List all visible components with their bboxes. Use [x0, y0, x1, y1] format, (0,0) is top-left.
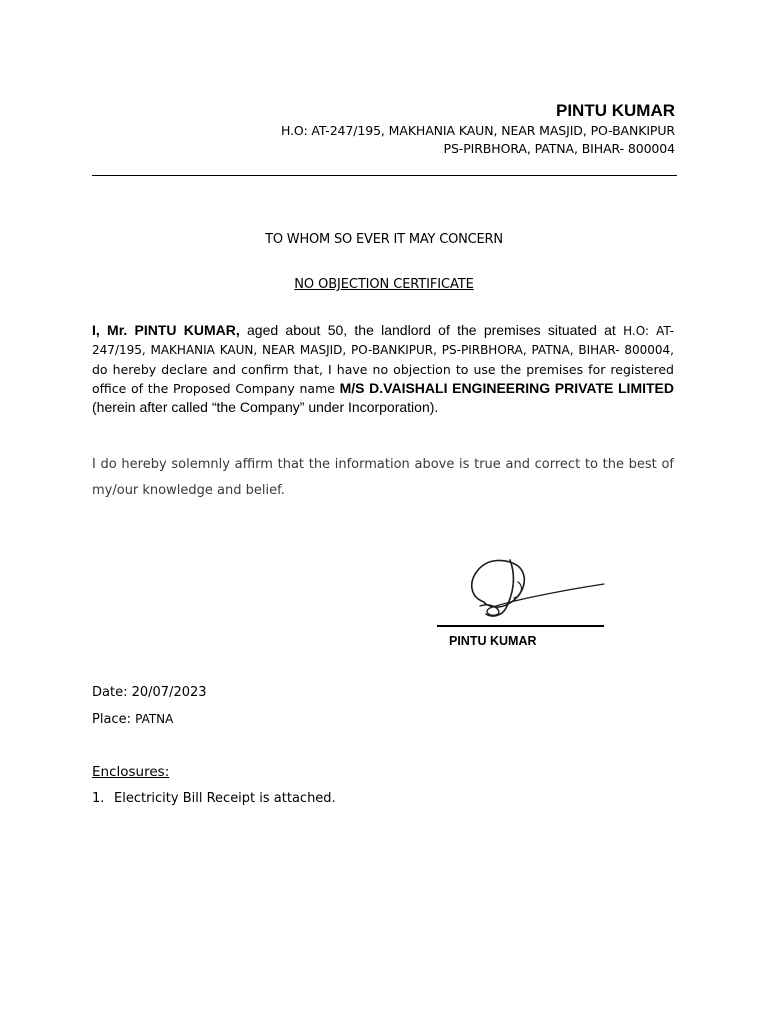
affirmation-paragraph: I do hereby solemnly affirm that the information above is true and correct to the best of my/our knowledge and belief. — [92, 457, 674, 498]
enclosures-list — [92, 791, 336, 806]
letterhead — [281, 100, 675, 158]
declaration-paragraph — [92, 321, 674, 416]
date-label: Date: — [92, 685, 128, 700]
signatory-name: PINTU KUMAR — [449, 634, 537, 648]
enclosure-item — [92, 791, 336, 806]
enclosure-item-text: Electricity Bill Receipt is attached. — [114, 791, 336, 806]
declaration-prefix: I, Mr. — [92, 322, 128, 338]
premises-address: H.O: AT-247/195, MAKHANIA KAUN, NEAR MASJID, PO-BANKIPUR, PS-PIRBHORA, PATNA, BIHAR- 800004, — [92, 324, 674, 358]
document-title — [0, 277, 768, 292]
declarant-name: PINTU KUMAR, — [134, 322, 240, 338]
letterhead-address-line-2: PS-PIRBHORA, PATNA, BIHAR- 800004 — [443, 141, 675, 156]
signature-line — [437, 625, 604, 627]
enclosure-item-number: 1. — [92, 791, 105, 806]
declaration-text-2: do hereby declare and confirm that, I have no objection to use the premises for registered office of the Proposed Company name — [92, 361, 674, 396]
header-divider — [92, 175, 677, 176]
letterhead-address-line-1: H.O: AT-247/195, MAKHANIA KAUN, NEAR MASJID, PO-BANKIPUR — [280, 123, 675, 138]
date-value: 20/07/2023 — [131, 685, 207, 700]
place-label: Place: — [92, 712, 131, 727]
enclosures-heading: Enclosures: — [92, 764, 170, 780]
place-line — [92, 712, 173, 727]
declaration-text-1: aged about 50, the landlord of the premises situated at — [247, 322, 616, 338]
date-line — [92, 685, 207, 700]
document-title-text: NO OBJECTION CERTIFICATE — [294, 277, 474, 292]
salutation: TO WHOM SO EVER IT MAY CONCERN — [265, 232, 503, 247]
handwritten-signature — [462, 552, 607, 624]
company-name: M/S D.VAISHALI ENGINEERING PRIVATE LIMITED — [339, 379, 674, 396]
letterhead-name: PINTU KUMAR — [556, 101, 675, 120]
declaration-text-3: (herein after called “the Company” under Incorporation). — [92, 399, 439, 416]
place-value: PATNA — [135, 712, 174, 726]
